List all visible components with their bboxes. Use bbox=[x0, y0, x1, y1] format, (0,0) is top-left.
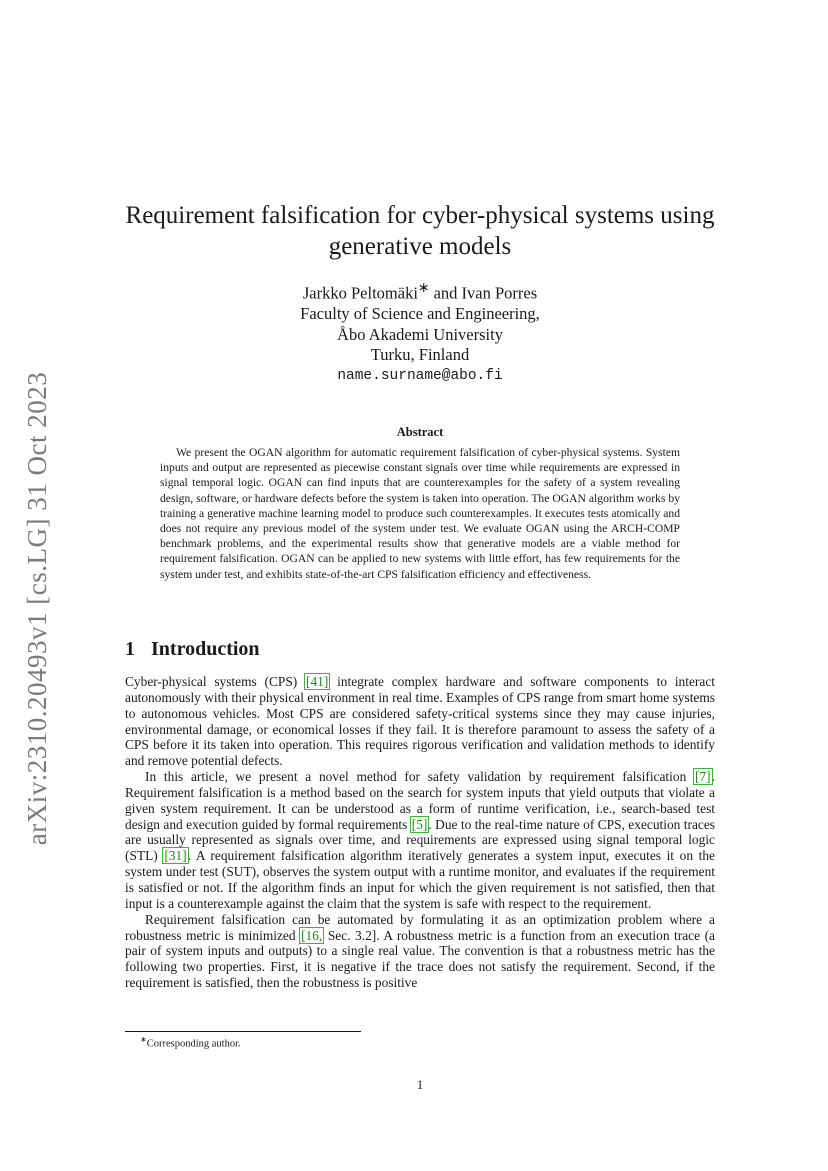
abstract-text: We present the OGAN algorithm for automatic requirement falsification of cyber-physical systems. System inputs and output are represented as piecewise constant signals over time while requirements are expressed in signal temporal logic. OGAN can find inputs that are counterexamples for the safety of a system revealing design, software, or hardware defects before the system is taken into operation. The OGAN algorithm works by training a generative machine learning model to produce such counterexamples. It executes tests atomically and does not require any previous model of the system under test. We evaluate OGAN using the ARCH-COMP benchmark problems, and the experimental results show that generative models are a viable method for requirement falsification. OGAN can be applied to new systems with little effort, has few requirements for the system under test, and exhibits state-of-the-art CPS falsification efficiency and effectiveness. bbox=[160, 446, 680, 581]
footnote-mark: ∗ bbox=[140, 1035, 147, 1044]
affiliation-location: Turku, Finland bbox=[370, 345, 470, 364]
affiliation-university: Åbo Akademi University bbox=[337, 324, 503, 344]
corresponding-author-mark: ∗ bbox=[417, 280, 430, 295]
paragraph-3-text-a: Requirement falsification can be automated by formulating it as an optimization problem where a robustness metric is minimized bbox=[125, 911, 715, 943]
author-first: Jarkko Peltomäki bbox=[302, 283, 418, 303]
footnote bbox=[140, 1035, 241, 1050]
citation-link-16[interactable]: [16, bbox=[301, 927, 323, 943]
author-second: and Ivan Porres bbox=[429, 283, 538, 303]
paragraph-1 bbox=[125, 674, 715, 769]
paragraph-2-text-d: . A requirement falsification algorithm iteratively generates a system input, executes it on the system under test (SUT), observes the system output with a runtime monitor, and evaluates if the requirement is satisfied or not. If the algorithm finds an input for which the given requirement is not satisfied, then that input is a counterexample against the claim that the system is safe with respect to the requirement. bbox=[125, 848, 715, 911]
citation-link-5[interactable]: [5] bbox=[411, 816, 428, 832]
introduction-body bbox=[125, 674, 715, 991]
affiliation-faculty: Faculty of Science and Engineering, bbox=[300, 304, 540, 323]
paragraph-2-text-b: . Requirement falsification is a method based on the search for system inputs that yield outputs that violate a given system requirement. It can be understood as a form of runtime verification, i.e., search-based test design and execution guided by formal requirements bbox=[125, 769, 715, 832]
citation-link-31[interactable]: [31] bbox=[164, 848, 187, 864]
paragraph-1-text-b: integrate complex hardware and software components to interact autonomously with their physical environment in real time. Examples of CPS range from smart home systems to autonomous vehicles. Most CPS are considered safety-critical systems since they may cause injuries, environmental damage, or economical losses if they fail. It is therefore paramount to assess the safety of a CPS before it its taken into operation. This requires rigorous verification and validation methods to identify and remove potential defects. bbox=[125, 674, 715, 769]
citation-link-7[interactable]: [7] bbox=[695, 769, 711, 785]
abstract-heading: Abstract bbox=[396, 425, 444, 439]
paragraph-3 bbox=[125, 912, 715, 991]
section-heading-introduction bbox=[125, 638, 260, 661]
paragraph-1-text-a: Cyber-physical systems (CPS) bbox=[125, 674, 306, 689]
author-email: name.surname@abo.fi bbox=[337, 367, 503, 384]
author-block bbox=[170, 278, 670, 386]
paragraph-2-text-a: In this article, we present a novel method for safety validation by requirement falsification bbox=[145, 769, 695, 785]
paper-title: Requirement falsification for cyber-physical systems using generative models bbox=[125, 202, 715, 260]
section-number: 1 bbox=[125, 638, 135, 660]
citation-link-41[interactable]: [41] bbox=[306, 674, 329, 689]
footnote-divider bbox=[125, 1031, 361, 1032]
arxiv-identifier-stamp bbox=[20, 368, 56, 848]
author-names-line bbox=[170, 278, 670, 304]
section-title: Introduction bbox=[151, 638, 260, 660]
paragraph-2 bbox=[125, 769, 715, 912]
page-number: 1 bbox=[416, 1077, 424, 1092]
footnote-text: Corresponding author. bbox=[146, 1038, 241, 1050]
paragraph-3-text-b: Sec. 3.2]. A robustness metric is a function from an execution trace (a pair of system inputs and outputs) to a single real value. The convention is that a robustness metric has the following two properties. First, it is negative if the trace does not satisfy the requirement. Second, if the requirement is satisfied, then the robustness is positive bbox=[125, 927, 715, 991]
arxiv-identifier-text: arXiv:2310.20493v1 [cs.LG] 31 Oct 2023 bbox=[22, 371, 53, 845]
paragraph-2-text-c: . Due to the real-time nature of CPS, execution traces are usually represented as signals over time, and requirements are expressed using signal temporal logic (STL) bbox=[125, 816, 715, 864]
